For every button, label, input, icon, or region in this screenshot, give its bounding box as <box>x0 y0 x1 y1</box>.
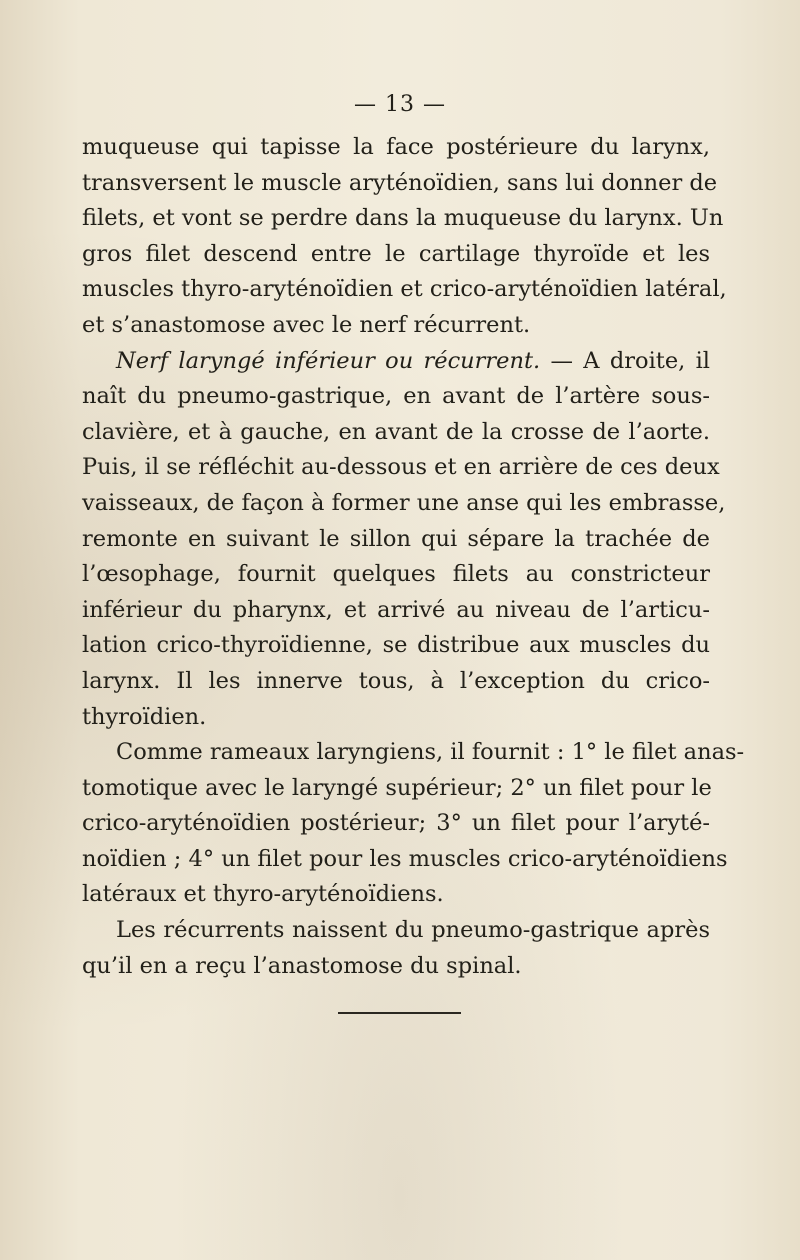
text-line <box>82 344 710 380</box>
text-line: Puis, il se réfléchit au-dessous et en arrière de ces deux <box>82 454 720 481</box>
text-line: clavière, et à gauche, en avant de la crosse de l’aorte. <box>82 418 710 445</box>
text-line: Les récurrents naissent du pneumo-gastrique après <box>116 917 710 944</box>
heading-rest: — A droite, il <box>540 347 710 374</box>
text-line: thyroïdien. <box>82 703 207 730</box>
text-block <box>82 130 745 984</box>
text-line: muqueuse qui tapisse la face postérieure du larynx, <box>82 134 710 160</box>
text-line: remonte en suivant le sillon qui sépare la trachée de <box>82 525 710 552</box>
text-line: qu’il en a reçu l’anastomose du spinal. <box>82 952 522 979</box>
text-line: et s’anastomose avec le nerf récurrent. <box>82 311 531 338</box>
text-line: latéraux et thyro-aryténoïdiens. <box>82 881 444 908</box>
paragraph-4 <box>82 913 710 984</box>
text-line: tomotique avec le laryngé supérieur; 2° un filet pour le <box>82 774 712 801</box>
page-number: — 13 — <box>354 92 446 117</box>
text-line: naît du pneumo-gastrique, en avant de l’artère sous- <box>82 383 710 410</box>
text-line: larynx. Il les innerve tous, à l’exception du crico- <box>82 667 710 694</box>
text-line: muscles thyro-aryténoïdien et crico-aryténoïdien latéral, <box>82 276 727 303</box>
paragraph-3 <box>82 735 745 913</box>
paragraph-2 <box>82 344 726 736</box>
text-line: gros filet descend entre le cartilage thyroïde et les <box>82 240 710 267</box>
text-line: filets, et vont se perdre dans la muqueuse du larynx. Un <box>82 205 724 232</box>
text-line: Comme rameaux laryngiens, il fournit : 1° le filet anas- <box>116 739 745 766</box>
section-heading: Nerf laryngé inférieur ou récurrent. <box>116 347 541 374</box>
text-line: vaisseaux, de façon à former une anse qui les embrasse, <box>82 489 726 516</box>
text-line: noïdien ; 4° un filet pour les muscles crico-aryténoïdiens <box>82 845 728 872</box>
paragraph-1 <box>82 130 727 344</box>
text-line: lation crico-thyroïdienne, se distribue aux muscles du <box>82 632 710 659</box>
text-line: transversent le muscle aryténoïdien, sans lui donner de <box>82 169 718 196</box>
text-line: l’œsophage, fournit quelques filets au constricteur <box>82 561 710 588</box>
text-line: crico-aryténoïdien postérieur; 3° un filet pour l’aryté- <box>82 810 710 837</box>
text-line: inférieur du pharynx, et arrivé au niveau de l’articu- <box>82 596 710 623</box>
section-divider <box>338 1012 461 1014</box>
